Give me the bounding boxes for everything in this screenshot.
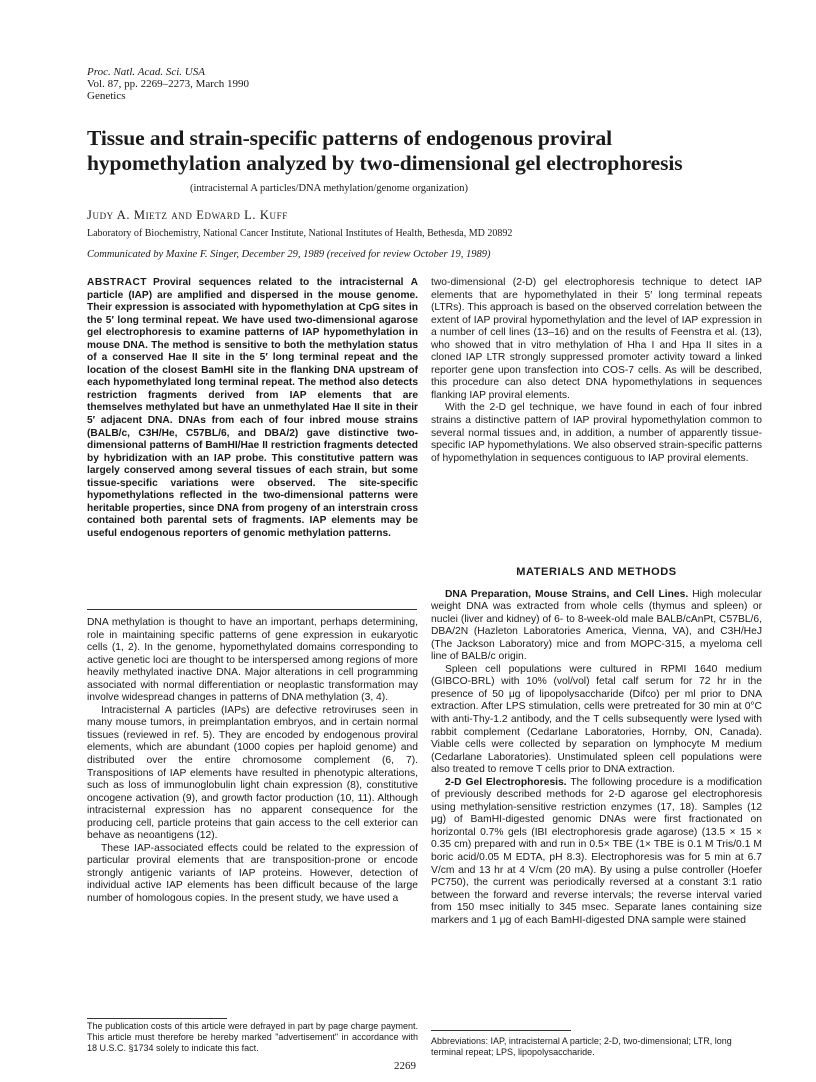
abstract-text: Proviral sequences related to the intracisternal A particle (IAP) are amplified and dispersed in the mouse genome. Their expression is associated with hypomethylation at CpG sites in the 5′ long terminal repeat. We have used two-dimensional agarose gel electrophoresis to examine patterns of IAP hypomethylation in mouse DNA. The method is sensitive to both the methylation status of a conserved Hae II site in the 5′ long terminal repeat and the location of the closest BamHI site in the flanking DNA upstream of each hypomethylated long terminal repeat. The method also detects restriction fragments derived from IAP elements that are themselves methylated but have an unmethylated Hae II site in their 5′ adjacent DNA. DNAs from each of four inbred mouse strains (BALB/c, C3H/He, C57BL/6, and DBA/2) gave distinctive two-dimensional patterns of BamHI/Hae II restriction fragments detected by hybridization with an IAP probe. This constitutive pattern was largely conserved among several tissues of each strain, but some tissue-specific variations were observed. The site-specific hypomethylations reflected in the two-dimensional patterns were heritable properties, since DNA from progeny of an interstrain cross contained both parental sets of fragments. IAP elements may be useful endogenous reporters of genomic methylation patterns.: [87, 277, 418, 539]
runin-heading: DNA Preparation, Mouse Strains, and Cell Lines.: [445, 588, 689, 600]
communicated-by: Communicated by Maxine F. Singer, December 29, 1989 (received for review October 19, 1989): [87, 249, 491, 260]
left-column-body: [87, 617, 418, 906]
body-paragraph: DNA methylation is thought to have an important, perhaps determining, role in maintaining specific patterns of gene expression in eukaryotic cells (1, 2). In the genome, hypomethylated domains corresponding to active genetic loci are thought to be interspersed among regions of more heavily methylated inactive DNA. Major alterations in cell programming associated with normal differentiation or neoplastic transformation may involve widespread changes in patterns of DNA methylation (3, 4).: [87, 617, 418, 704]
section-label: Genetics: [87, 90, 126, 102]
keywords: (intracisternal A particles/DNA methylation/genome organization): [190, 183, 468, 194]
title-line: Tissue and strain-specific patterns of endogenous proviral: [87, 126, 612, 150]
body-paragraph: With the 2-D gel technique, we have found in each of four inbred strains a distinctive pattern of IAP proviral hypomethylation common to several normal tissues and, in addition, a number of apparently tissue-specific IAP hypomethylations. We also observed strain-specific patterns of hypomethylation in sequences contiguous to IAP proviral elements.: [431, 402, 762, 464]
methods-paragraph: Spleen cell populations were cultured in RPMI 1640 medium (GIBCO-BRL) with 10% (vol/vol) fetal calf serum for 72 hr in the presence of 50 μg of lipopolysaccharide (Difco) per ml prior to DNA extraction. After LPS stimulation, cells were pretreated for 30 min at 0°C with anti-Thy-1.2 antibody, and the T cells subsequently were lysed with rabbit complement (Cedarlane Laboratories, Hornby, ON, Canada). Viable cells were collected by separation on lymphocyte M medium (Cedarlane Laboratories). Unstimulated spleen cell populations were also treated to remove T cells prior to DNA extraction.: [431, 663, 762, 776]
abstract-divider: [87, 609, 417, 610]
methods-paragraph: [431, 777, 762, 928]
title-line: hypomethylation analyzed by two-dimensional gel electrophoresis: [87, 151, 683, 175]
abstract: [87, 277, 418, 540]
abbreviations-divider: [431, 1030, 571, 1031]
footnote-divider: [87, 1018, 227, 1019]
page-number: 2269: [394, 1060, 416, 1072]
methods-paragraph: [431, 589, 762, 664]
materials-and-methods: [431, 566, 762, 927]
runin-heading: 2-D Gel Electrophoresis.: [445, 776, 567, 788]
section-heading: MATERIALS AND METHODS: [516, 566, 677, 578]
body-paragraph: These IAP-associated effects could be related to the expression of particular proviral elements that are transposition-prone or encode strongly antigenic variants of IAP proteins. However, detection of individual active IAP elements has been difficult because of the large number of homologous copies. In the present study, we have used a: [87, 842, 418, 905]
abstract-label: ABSTRACT: [87, 277, 148, 288]
journal-name: Proc. Natl. Acad. Sci. USA: [87, 66, 205, 78]
methods-text: The following procedure is a modification of previously described methods for 2-D agarose gel electrophoresis using methylation-sensitive restriction enzymes (17, 18). Samples (12 μg) of BamHI-digested genomic DNAs were first fractionated on horizontal 0.7% gels (IBI electrophoresis grade agarose) (13.5 × 15 × 0.35 cm) prepared with and run in 0.5× TBE (1× TBE is 0.1 M Tris/0.1 M boric acid/0.05 M EDTA, pH 8.3). Electrophoresis was for 5 min at 6.7 V/cm and 13 hr at 4 V/cm (20 mA). By using a pulse controller (Hoefer PC750), the current was periodically reversed at a constant 3:1 ratio between the forward and reverse intervals; the reverse interval varied from 150 msec initially to 345 msec. Separate lanes containing size markers and 1 μg of each BamHI-digested DNA sample were stained: [431, 776, 762, 926]
right-column-intro: [431, 277, 762, 465]
journal-header: [87, 66, 249, 102]
affiliation: Laboratory of Biochemistry, National Cancer Institute, National Institutes of Health, Bethesda, MD 20892: [87, 228, 513, 239]
body-paragraph: two-dimensional (2-D) gel electrophoresis technique to detect IAP elements that are hypomethylated in their 5′ long terminal repeats (LTRs). This approach is based on the observed correlation between the extent of IAP proviral hypomethylation and the level of IAP expression in a number of cell lines (13–16) and on the results of Feenstra et al. (13), who showed that in vitro methylation of Hha I and Hpa II sites in a cloned IAP LTR strongly suppressed promoter activity toward a linked reporter gene upon transfection into COS-7 cells. As will be described, this procedure can also detect DNA hypomethylations in sequences flanking IAP proviral elements.: [431, 277, 762, 401]
volume-line: Vol. 87, pp. 2269–2273, March 1990: [87, 78, 250, 90]
methods-text: High molecular weight DNA was extracted from whole cells (thymus and spleen) or nuclei (liver and kidney) of 6- to 8-week-old male BALB/cAnPt, C57BL/6, DBA/2N (Hazleton Laboratories America, Vienna, VA), and C3H/HeJ (The Jackson Laboratory) mice and from MOPC-315, a myeloma cell line of BALB/c origin.: [431, 588, 762, 663]
authors: Judy A. Mietz and Edward L. Kuff: [87, 208, 288, 222]
publication-footnote: The publication costs of this article were defrayed in part by page charge payment. This article must therefore be hereby marked "advertisement" in accordance with 18 U.S.C. §1734 solely to indicate this fact.: [87, 1021, 418, 1053]
body-paragraph: Intracisternal A particles (IAPs) are defective retroviruses seen in many mouse tumors, in preimplantation embryos, and in certain normal tissues (reviewed in ref. 5). They are encoded by endogenous proviral elements, which are abundant (1000 copies per haploid genome) and distributed over the entire chromosome complement (6, 7). Transpositions of IAP elements have resulted in phenotypic alterations, such as loss of immunoglobulin light chain expression (8), constitutive oncogene activation (9), and growth factor production (10, 11). Although intracisternal expression has no apparent consequence for the producing cell, particle proteins that gain access to the cell exterior can behave as neoantigens (12).: [87, 704, 418, 842]
abbreviations-footnote: Abbreviations: IAP, intracisternal A particle; 2-D, two-dimensional; LTR, long terminal repeat; LPS, lipopolysaccharide.: [431, 1036, 732, 1057]
article-title: [87, 126, 767, 176]
